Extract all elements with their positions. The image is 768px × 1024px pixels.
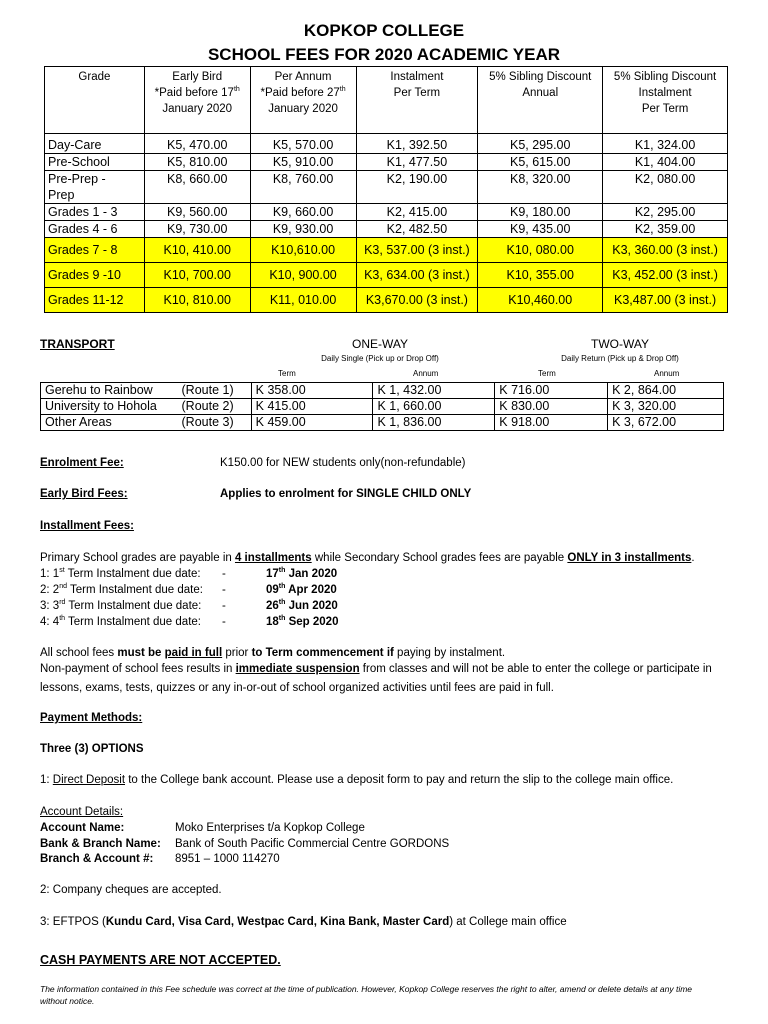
instalment-cell: K1, 392.50 xyxy=(356,134,478,154)
early-bird-cell: K9, 730.00 xyxy=(144,221,250,238)
early-bird-label: Early Bird Fees: xyxy=(40,488,128,500)
route-name-cell: University to Hohola (Route 2) xyxy=(41,399,252,415)
two-way-term-cell: K 830.00 xyxy=(495,399,608,415)
instalment-cell: K3, 537.00 (3 inst.) xyxy=(356,238,478,263)
suspension-notice-cont: lessons, exams, tests, quizzes or any in-or-out of school organized activities until fees are paid in full. xyxy=(40,682,554,694)
term-1-dash: - xyxy=(222,568,226,580)
term-2-date: 09th Apr 2020 xyxy=(266,583,337,596)
one-way-term-cell: K 415.00 xyxy=(251,399,373,415)
branch-account-value: 8951 – 1000 114270 xyxy=(175,853,280,865)
early-bird-cell: K9, 560.00 xyxy=(144,204,250,221)
table-row-highlighted xyxy=(45,263,728,288)
term-4-due: 4: 4th Term Instalment due date: xyxy=(40,615,201,628)
instalment-cell: K2, 415.00 xyxy=(356,204,478,221)
installment-fees-label: Installment Fees: xyxy=(40,520,134,532)
term-1-date: 17th Jan 2020 xyxy=(266,567,338,580)
route-name-cell: Other Areas (Route 3) xyxy=(41,415,252,431)
instalment-cell: K2, 482.50 xyxy=(356,221,478,238)
instalment-cell: K1, 477.50 xyxy=(356,154,478,171)
grade-cell: Grades 4 - 6 xyxy=(45,221,145,238)
fees-header-row xyxy=(45,67,728,134)
college-name: KOPKOP COLLEGE xyxy=(303,21,465,40)
sibling-instalment-cell: K3, 360.00 (3 inst.) xyxy=(603,238,728,263)
per-annum-cell: K10,610.00 xyxy=(250,238,356,263)
sibling-instalment-cell: K1, 404.00 xyxy=(603,154,728,171)
early-bird-cell: K5, 470.00 xyxy=(144,134,250,154)
two-way-annum-cell: K 3, 320.00 xyxy=(608,399,724,415)
grade-cell: Grades 1 - 3 xyxy=(45,204,145,221)
instalment-cell: K3,670.00 (3 inst.) xyxy=(356,288,478,313)
footer-disclaimer: The information contained in this Fee schedule was correct at the time of publication. However, Kopkop College reserves the right to alter, amend or delete details at any time without notice. xyxy=(40,984,693,1006)
col-header-early-bird: Early Bird *Paid before 17th January 2020 xyxy=(144,67,250,134)
bank-branch-value: Bank of South Pacific Commercial Centre GORDONS xyxy=(175,838,450,850)
grade-cell: Pre-Prep - Prep xyxy=(45,171,145,204)
instalment-cell: K3, 634.00 (3 inst.) xyxy=(356,263,478,288)
payment-option-2: 2: Company cheques are accepted. xyxy=(40,884,222,896)
two-way-heading: TWO-WAY xyxy=(591,337,649,351)
table-row xyxy=(45,221,728,238)
document-title: SCHOOL FEES FOR 2020 ACADEMIC YEAR xyxy=(207,45,561,64)
payment-methods-label: Payment Methods: xyxy=(40,712,143,724)
early-bird-cell: K5, 810.00 xyxy=(144,154,250,171)
per-annum-cell: K9, 660.00 xyxy=(250,204,356,221)
transport-heading: TRANSPORT xyxy=(40,337,115,351)
col-header-sibling-annual: 5% Sibling Discount Annual xyxy=(478,67,603,134)
sibling-annual-cell: K5, 615.00 xyxy=(478,154,603,171)
early-bird-cell: K10, 700.00 xyxy=(144,263,250,288)
sibling-annual-cell: K8, 320.00 xyxy=(478,171,603,204)
early-bird-cell: K10, 810.00 xyxy=(144,288,250,313)
enrolment-fee-label: Enrolment Fee: xyxy=(40,457,124,469)
one-way-annum-cell: K 1, 432.00 xyxy=(373,383,495,399)
per-annum-cell: K5, 910.00 xyxy=(250,154,356,171)
per-annum-cell: K10, 900.00 xyxy=(250,263,356,288)
sibling-instalment-cell: K1, 324.00 xyxy=(603,134,728,154)
term-4-date: 18th Sep 2020 xyxy=(266,615,339,628)
col-header-sibling-instalment: 5% Sibling Discount Instalment Per Term xyxy=(603,67,728,134)
sibling-annual-cell: K10, 080.00 xyxy=(478,238,603,263)
one-way-term-cell: K 358.00 xyxy=(251,383,373,399)
suspension-notice: Non-payment of school fees results in immediate suspension from classes and will not be able to enter the college or participate in xyxy=(40,663,712,675)
grade-cell: Grades 7 - 8 xyxy=(45,238,145,263)
per-annum-cell: K8, 760.00 xyxy=(250,171,356,204)
bank-branch-label: Bank & Branch Name: xyxy=(40,838,161,850)
table-row xyxy=(45,171,728,204)
per-annum-cell: K9, 930.00 xyxy=(250,221,356,238)
table-row-highlighted xyxy=(45,238,728,263)
term-3-due: 3: 3rd Term Instalment due date: xyxy=(40,599,202,612)
sibling-instalment-cell: K2, 080.00 xyxy=(603,171,728,204)
col-header-instalment: Instalment Per Term xyxy=(356,67,478,134)
grade-cell: Grades 9 -10 xyxy=(45,263,145,288)
one-way-term-label: Term xyxy=(278,369,296,378)
col-header-per-annum: Per Annum *Paid before 27th January 2020 xyxy=(250,67,356,134)
sibling-instalment-cell: K2, 359.00 xyxy=(603,221,728,238)
two-way-annum-cell: K 3, 672.00 xyxy=(608,415,724,431)
term-3-date: 26th Jun 2020 xyxy=(266,599,338,612)
two-way-term-label: Term xyxy=(538,369,556,378)
early-bird-cell: K10, 410.00 xyxy=(144,238,250,263)
grade-cell: Day-Care xyxy=(45,134,145,154)
one-way-annum-cell: K 1, 660.00 xyxy=(373,399,495,415)
sibling-instalment-cell: K3,487.00 (3 inst.) xyxy=(603,288,728,313)
transport-table xyxy=(40,382,724,431)
account-name-label: Account Name: xyxy=(40,822,125,834)
table-row xyxy=(45,204,728,221)
sibling-instalment-cell: K3, 452.00 (3 inst.) xyxy=(603,263,728,288)
term-2-due: 2: 2nd Term Instalment due date: xyxy=(40,583,203,596)
one-way-annum-cell: K 1, 836.00 xyxy=(373,415,495,431)
fees-table xyxy=(44,66,728,313)
full-payment-notice: All school fees must be paid in full prior to Term commencement if paying by instalment. xyxy=(40,647,506,659)
two-way-subheading: Daily Return (Pick up & Drop Off) xyxy=(561,354,679,363)
grade-cell: Pre-School xyxy=(45,154,145,171)
term-3-dash: - xyxy=(222,600,226,612)
one-way-term-cell: K 459.00 xyxy=(251,415,373,431)
table-row-highlighted xyxy=(45,288,728,313)
installment-info: Primary School grades are payable in 4 installments while Secondary School grades fees are payable ONLY in 3 installments. xyxy=(40,552,695,564)
col-header-grade: Grade xyxy=(45,67,145,134)
account-details-label: Account Details: xyxy=(40,806,124,818)
per-annum-cell: K5, 570.00 xyxy=(250,134,356,154)
payment-option-3: 3: EFTPOS (Kundu Card, Visa Card, Westpac Card, Kina Bank, Master Card) at College main office xyxy=(40,916,567,928)
one-way-annum-label: Annum xyxy=(413,369,439,378)
term-2-dash: - xyxy=(222,584,226,596)
branch-account-label: Branch & Account #: xyxy=(40,853,154,865)
two-way-term-cell: K 716.00 xyxy=(495,383,608,399)
early-bird-cell: K8, 660.00 xyxy=(144,171,250,204)
term-4-dash: - xyxy=(222,616,226,628)
sibling-annual-cell: K5, 295.00 xyxy=(478,134,603,154)
two-way-term-cell: K 918.00 xyxy=(495,415,608,431)
sibling-annual-cell: K10, 355.00 xyxy=(478,263,603,288)
term-1-due: 1: 1st Term Instalment due date: xyxy=(40,567,201,580)
table-row xyxy=(41,383,724,399)
table-row xyxy=(41,399,724,415)
cash-not-accepted: CASH PAYMENTS ARE NOT ACCEPTED. xyxy=(40,953,281,967)
sibling-annual-cell: K9, 180.00 xyxy=(478,204,603,221)
instalment-cell: K2, 190.00 xyxy=(356,171,478,204)
one-way-subheading: Daily Single (Pick up or Drop Off) xyxy=(321,354,439,363)
early-bird-value: Applies to enrolment for SINGLE CHILD ONLY xyxy=(220,488,472,500)
enrolment-fee-value: K150.00 for NEW students only(non-refundable) xyxy=(220,457,466,469)
payment-options-label: Three (3) OPTIONS xyxy=(40,743,144,755)
grade-cell: Grades 11-12 xyxy=(45,288,145,313)
account-name-value: Moko Enterprises t/a Kopkop College xyxy=(175,822,365,834)
table-row xyxy=(45,134,728,154)
table-row xyxy=(41,415,724,431)
sibling-instalment-cell: K2, 295.00 xyxy=(603,204,728,221)
payment-option-1: 1: Direct Deposit to the College bank account. Please use a deposit form to pay and return the slip to the college main office. xyxy=(40,774,674,786)
one-way-heading: ONE-WAY xyxy=(352,337,408,351)
per-annum-cell: K11, 010.00 xyxy=(250,288,356,313)
table-row xyxy=(45,154,728,171)
two-way-annum-label: Annum xyxy=(654,369,680,378)
two-way-annum-cell: K 2, 864.00 xyxy=(608,383,724,399)
route-name-cell: Gerehu to Rainbow (Route 1) xyxy=(41,383,252,399)
sibling-annual-cell: K10,460.00 xyxy=(478,288,603,313)
sibling-annual-cell: K9, 435.00 xyxy=(478,221,603,238)
